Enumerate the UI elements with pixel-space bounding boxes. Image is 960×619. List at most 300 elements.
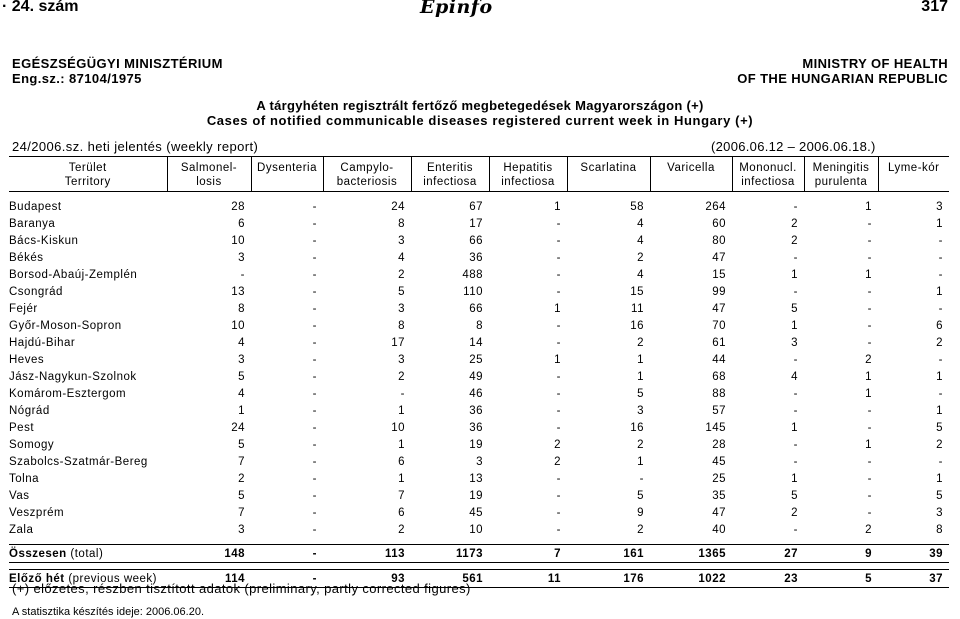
cell-value: 113	[323, 545, 411, 563]
cell-value: 1	[554, 200, 561, 213]
table-row	[9, 368, 949, 385]
cell-value: 10	[231, 234, 245, 247]
territory-name: Békés	[9, 251, 44, 264]
cell-value: 4	[637, 217, 644, 230]
spacer-row	[9, 563, 949, 570]
cell-value: 2	[554, 455, 561, 468]
cell-value: 8	[398, 217, 405, 230]
cell-value: -	[556, 268, 561, 281]
cell-value: -	[556, 387, 561, 400]
territory-name: Jász-Nagykun-Szolnok	[9, 370, 137, 383]
cell-value: 1	[865, 438, 872, 451]
cell-value: 16	[630, 319, 644, 332]
total-sublabel: (total)	[70, 547, 104, 560]
territory-name: Baranya	[9, 217, 56, 230]
cell-value: 49	[469, 370, 483, 383]
table-row	[9, 249, 949, 266]
territory-name: Szabolcs-Szatmár-Bereg	[9, 455, 148, 468]
cell-value: -	[867, 472, 872, 485]
cell-value: -	[556, 285, 561, 298]
cell-value: 4	[398, 251, 405, 264]
cell-value: 1	[398, 472, 405, 485]
cell-value: 3	[936, 506, 943, 519]
cell-value: 11	[631, 302, 644, 315]
cell-value: -	[312, 455, 317, 468]
column-header-line1: Meningitis	[812, 162, 870, 174]
cell-value: -	[312, 234, 317, 247]
cell-value: 1	[238, 404, 245, 417]
cell-value: 5	[637, 387, 644, 400]
disease-statistics-table	[9, 156, 949, 588]
cell-value: 11	[489, 570, 567, 588]
territory-name: Borsod-Abaúj-Zemplén	[9, 268, 138, 281]
cell-value: -	[312, 523, 317, 536]
cell-value: 3	[238, 251, 245, 264]
column-header-line2: infectiosa	[741, 176, 795, 188]
cell-value: 37	[878, 570, 949, 588]
cell-value: 2	[398, 523, 405, 536]
cell-value: 8	[238, 302, 245, 315]
cell-value: 2	[554, 438, 561, 451]
cell-value: 2	[865, 523, 872, 536]
cell-value: 5	[791, 302, 798, 315]
cell-value: 1	[865, 370, 872, 383]
column-header-line1: Hepatitis	[503, 162, 553, 174]
cell-value: -	[312, 268, 317, 281]
cell-value: 2	[398, 370, 405, 383]
cell-value: 1022	[650, 570, 732, 588]
cell-value: 148	[167, 545, 251, 563]
cell-value: -	[867, 285, 872, 298]
cell-value: 16	[630, 421, 644, 434]
cell-value: 1	[865, 268, 872, 281]
cell-value: 13	[231, 285, 245, 298]
column-header-line1: Varicella	[667, 162, 715, 174]
cell-value: 5	[238, 438, 245, 451]
cell-value: -	[312, 472, 317, 485]
cell-value: 1	[637, 370, 644, 383]
total-sublabel: (previous week)	[68, 572, 157, 585]
cell-value: -	[938, 268, 943, 281]
territory-name: Pest	[9, 421, 35, 434]
table-row	[9, 385, 949, 402]
cell-value: 10	[469, 523, 483, 536]
cell-value: 24	[391, 200, 405, 213]
cell-value: 4	[238, 387, 245, 400]
cell-value: -	[793, 353, 798, 366]
cell-value: 60	[712, 217, 726, 230]
cell-value: -	[312, 251, 317, 264]
column-header-line1: Terület	[68, 162, 107, 174]
cell-value: 1	[398, 404, 405, 417]
cell-value: -	[793, 251, 798, 264]
cell-value: -	[867, 506, 872, 519]
cell-value: 1	[936, 472, 943, 485]
cell-value: 5	[936, 489, 943, 502]
cell-value: -	[793, 387, 798, 400]
cell-value: -	[867, 404, 872, 417]
cell-value: 10	[231, 319, 245, 332]
cell-value: 9	[637, 506, 644, 519]
footnote: (+) előzetes, részben tisztított adatok (preliminary, partly corrected figures)	[12, 581, 471, 596]
cell-value: 3	[238, 353, 245, 366]
table-header-row	[9, 157, 949, 192]
cell-value: 39	[878, 545, 949, 563]
cell-value: 88	[712, 387, 726, 400]
report-period: (2006.06.12 – 2006.06.18.)	[711, 139, 876, 154]
total-label: Összesen	[9, 547, 67, 560]
territory-name: Zala	[9, 523, 34, 536]
cell-value: 3	[791, 336, 798, 349]
cell-value: 1173	[411, 545, 489, 563]
cell-value: -	[793, 200, 798, 213]
cell-value: 9	[804, 545, 878, 563]
cell-value: 28	[231, 200, 245, 213]
cell-value: 80	[712, 234, 726, 247]
column-header-line2: losis	[196, 176, 222, 188]
cell-value: 13	[469, 472, 483, 485]
cell-value: 45	[469, 506, 483, 519]
cell-value: 1	[398, 438, 405, 451]
cell-value: 5	[804, 570, 878, 588]
column-header	[323, 157, 411, 192]
cell-value: 36	[469, 251, 483, 264]
cell-value: 561	[411, 570, 489, 588]
table-row	[9, 487, 949, 504]
cell-value: 36	[469, 421, 483, 434]
cell-value: 2	[791, 217, 798, 230]
cell-value: 35	[712, 489, 726, 502]
ministry-name-en-line1: MINISTRY OF HEALTH	[802, 56, 948, 71]
registration-number: Eng.sz.: 87104/1975	[12, 71, 142, 86]
cell-value: 2	[398, 268, 405, 281]
column-header-line1: Enteritis	[426, 162, 474, 174]
cell-value: -	[312, 506, 317, 519]
column-header-line1: Campylo-	[340, 162, 394, 174]
cell-value: 3	[398, 302, 405, 315]
cell-value: -	[639, 472, 644, 485]
cell-value: 2	[637, 336, 644, 349]
cell-value: -	[867, 302, 872, 315]
table-row	[9, 453, 949, 470]
cell-value: -	[556, 217, 561, 230]
cell-value: -	[312, 438, 317, 451]
cell-value: -	[867, 217, 872, 230]
cell-value: 57	[712, 404, 726, 417]
cell-value: -	[938, 234, 943, 247]
cell-value: 3	[637, 404, 644, 417]
column-header	[878, 157, 949, 192]
cell-value: 17	[391, 336, 405, 349]
cell-value: -	[312, 285, 317, 298]
cell-value: -	[867, 234, 872, 247]
cell-value: 68	[712, 370, 726, 383]
column-header-line1: Lyme-kór	[888, 162, 940, 174]
cell-value: 15	[630, 285, 644, 298]
cell-value: 99	[712, 285, 726, 298]
cell-value: -	[312, 353, 317, 366]
cell-value: 7	[238, 455, 245, 468]
cell-value: 19	[469, 489, 483, 502]
cell-value: 3	[398, 353, 405, 366]
territory-name: Bács-Kiskun	[9, 234, 79, 247]
column-header-territory	[9, 157, 167, 192]
column-header-line2: purulenta	[814, 176, 868, 188]
cell-value: -	[240, 268, 245, 281]
cell-value: 2	[238, 472, 245, 485]
cell-value: 176	[567, 570, 650, 588]
cell-value: -	[312, 336, 317, 349]
column-header-line2: bacteriosis	[336, 176, 398, 188]
cell-value: 8	[398, 319, 405, 332]
cell-value: 47	[712, 251, 726, 264]
cell-value: 1	[936, 217, 943, 230]
cell-value: 25	[469, 353, 483, 366]
cell-value: 2	[936, 336, 943, 349]
territory-name: Komárom-Esztergom	[9, 387, 127, 400]
cell-value: -	[556, 404, 561, 417]
cell-value: 5	[238, 489, 245, 502]
cell-value: 8	[476, 319, 483, 332]
cell-value: 5	[398, 285, 405, 298]
cell-value: 23	[732, 570, 804, 588]
cell-value: -	[867, 455, 872, 468]
column-header-line1: Scarlatina	[580, 162, 637, 174]
cell-value: 161	[567, 545, 650, 563]
column-header-line2: Territory	[64, 176, 111, 188]
cell-value: 1	[791, 472, 798, 485]
cell-value: 66	[469, 302, 483, 315]
cell-value: 36	[469, 404, 483, 417]
cell-value: 1	[936, 370, 943, 383]
cell-value: 2	[637, 438, 644, 451]
cell-value: -	[556, 489, 561, 502]
cell-value: 1	[791, 319, 798, 332]
cell-value: -	[556, 251, 561, 264]
territory-name: Győr-Moson-Sopron	[9, 319, 122, 332]
issue-number: · 24. szám	[2, 0, 79, 15]
territory-name: Veszprém	[9, 506, 65, 519]
cell-value: 19	[469, 438, 483, 451]
total-row	[9, 545, 949, 563]
territory-name: Nógrád	[9, 404, 50, 417]
cell-value: -	[938, 455, 943, 468]
cell-value: 40	[712, 523, 726, 536]
cell-value: 17	[469, 217, 483, 230]
table-row	[9, 351, 949, 368]
cell-value: 6	[936, 319, 943, 332]
cell-value: 7	[398, 489, 405, 502]
column-header-line1: Mononucl.	[739, 162, 797, 174]
column-header	[804, 157, 878, 192]
table-row	[9, 198, 949, 215]
cell-value: 1	[865, 200, 872, 213]
cell-value: 114	[167, 570, 251, 588]
cell-value: 2	[865, 353, 872, 366]
table-row	[9, 232, 949, 249]
cell-value: -	[867, 421, 872, 434]
territory-name: Csongrád	[9, 285, 63, 298]
cell-value: 44	[712, 353, 726, 366]
cell-value: 66	[469, 234, 483, 247]
cell-value: 25	[712, 472, 726, 485]
table-row	[9, 436, 949, 453]
cell-value: 1	[936, 404, 943, 417]
table-row	[9, 334, 949, 351]
cell-value: 93	[323, 570, 411, 588]
table-row	[9, 283, 949, 300]
cell-value: -	[938, 251, 943, 264]
cell-value: -	[793, 404, 798, 417]
cell-value: -	[312, 387, 317, 400]
cell-value: -	[938, 302, 943, 315]
cell-value: -	[312, 217, 317, 230]
table-row	[9, 402, 949, 419]
weekly-report-label: 24/2006.sz. heti jelentés (weekly report)	[12, 139, 259, 154]
cell-value: 3	[476, 455, 483, 468]
total-label: Előző hét	[9, 572, 65, 585]
cell-value: 47	[712, 506, 726, 519]
cell-value: -	[251, 545, 323, 563]
cell-value: 67	[469, 200, 483, 213]
cell-value: -	[793, 285, 798, 298]
cell-value: -	[312, 404, 317, 417]
cell-value: 1365	[650, 545, 732, 563]
cell-value: 1	[791, 421, 798, 434]
cell-value: 1	[554, 353, 561, 366]
cell-value: 7	[489, 545, 567, 563]
territory-name	[9, 545, 167, 563]
cell-value: -	[400, 387, 405, 400]
cell-value: 61	[712, 336, 726, 349]
cell-value: 5	[637, 489, 644, 502]
cell-value: -	[312, 319, 317, 332]
cell-value: 4	[791, 370, 798, 383]
table-row	[9, 521, 949, 538]
territory-name: Fejér	[9, 302, 38, 315]
cell-value: -	[793, 438, 798, 451]
page-number: 317	[921, 0, 948, 15]
ministry-name-hu: EGÉSZSÉGÜGYI MINISZTÉRIUM	[12, 56, 223, 71]
column-header-line1: Salmonel-	[180, 162, 238, 174]
cell-value: 4	[637, 268, 644, 281]
cell-value: 1	[865, 387, 872, 400]
table-row	[9, 317, 949, 334]
territory-name: Heves	[9, 353, 45, 366]
cell-value: 3	[398, 234, 405, 247]
cell-value: 45	[712, 455, 726, 468]
cell-value: 10	[391, 421, 405, 434]
cell-value: -	[556, 336, 561, 349]
column-header	[167, 157, 251, 192]
cell-value: 15	[712, 268, 726, 281]
cell-value: -	[938, 353, 943, 366]
cell-value: -	[793, 455, 798, 468]
table-body	[9, 192, 949, 588]
report-title-en: Cases of notified communicable diseases registered current week in Hungary (+)	[206, 113, 754, 128]
column-header	[411, 157, 489, 192]
report-title-hu: A tárgyhéten regisztrált fertőző megbetegedések Magyarországon (+)	[256, 98, 704, 113]
cell-value: -	[556, 506, 561, 519]
cell-value: -	[556, 523, 561, 536]
cell-value: 4	[238, 336, 245, 349]
cell-value: -	[312, 421, 317, 434]
cell-value: 110	[463, 285, 483, 298]
cell-value: 1	[637, 455, 644, 468]
cell-value: -	[867, 251, 872, 264]
cell-value: 5	[791, 489, 798, 502]
cell-value: -	[556, 370, 561, 383]
table-row	[9, 419, 949, 436]
cell-value: -	[556, 319, 561, 332]
cell-value: -	[556, 421, 561, 434]
column-header-line2: infectiosa	[501, 176, 555, 188]
cell-value: -	[312, 200, 317, 213]
cell-value: 488	[462, 268, 483, 281]
column-header-line2: infectiosa	[423, 176, 477, 188]
cell-value: 2	[791, 234, 798, 247]
cell-value: 24	[231, 421, 245, 434]
cell-value: 3	[238, 523, 245, 536]
epinfo-logo: Epinfo	[420, 0, 493, 18]
table-row	[9, 504, 949, 521]
cell-value: 14	[469, 336, 483, 349]
cell-value: 1	[791, 268, 798, 281]
cell-value: 6	[398, 506, 405, 519]
table-row	[9, 215, 949, 232]
cell-value: -	[556, 234, 561, 247]
cell-value: -	[938, 387, 943, 400]
cell-value: 28	[712, 438, 726, 451]
cell-value: 6	[398, 455, 405, 468]
cell-value: 47	[712, 302, 726, 315]
cell-value: -	[793, 523, 798, 536]
spacer-cell	[9, 563, 949, 570]
column-header	[732, 157, 804, 192]
column-header	[251, 157, 323, 192]
cell-value: 5	[238, 370, 245, 383]
cell-value: 27	[732, 545, 804, 563]
cell-value: 2	[637, 523, 644, 536]
cell-value: 145	[705, 421, 726, 434]
cell-value: 3	[936, 200, 943, 213]
cell-value: 1	[554, 302, 561, 315]
territory-name: Somogy	[9, 438, 55, 451]
territory-name: Tolna	[9, 472, 39, 485]
territory-name: Vas	[9, 489, 30, 502]
table-row	[9, 470, 949, 487]
cell-value: -	[251, 570, 323, 588]
cell-value: 2	[637, 251, 644, 264]
cell-value: -	[312, 302, 317, 315]
cell-value: 46	[469, 387, 483, 400]
cell-value: 58	[630, 200, 644, 213]
cell-value: -	[867, 319, 872, 332]
column-header	[650, 157, 732, 192]
cell-value: -	[556, 472, 561, 485]
column-header	[489, 157, 567, 192]
statistics-date-stamp: A statisztika készítés ideje: 2006.06.20.	[12, 606, 205, 618]
column-header-line1: Dysenteria	[257, 162, 317, 174]
cell-value: -	[867, 336, 872, 349]
cell-value: 7	[238, 506, 245, 519]
cell-value: 264	[705, 200, 726, 213]
cell-value: 1	[936, 285, 943, 298]
cell-value: -	[312, 370, 317, 383]
cell-value: 6	[238, 217, 245, 230]
cell-value: 4	[637, 234, 644, 247]
cell-value: 8	[936, 523, 943, 536]
